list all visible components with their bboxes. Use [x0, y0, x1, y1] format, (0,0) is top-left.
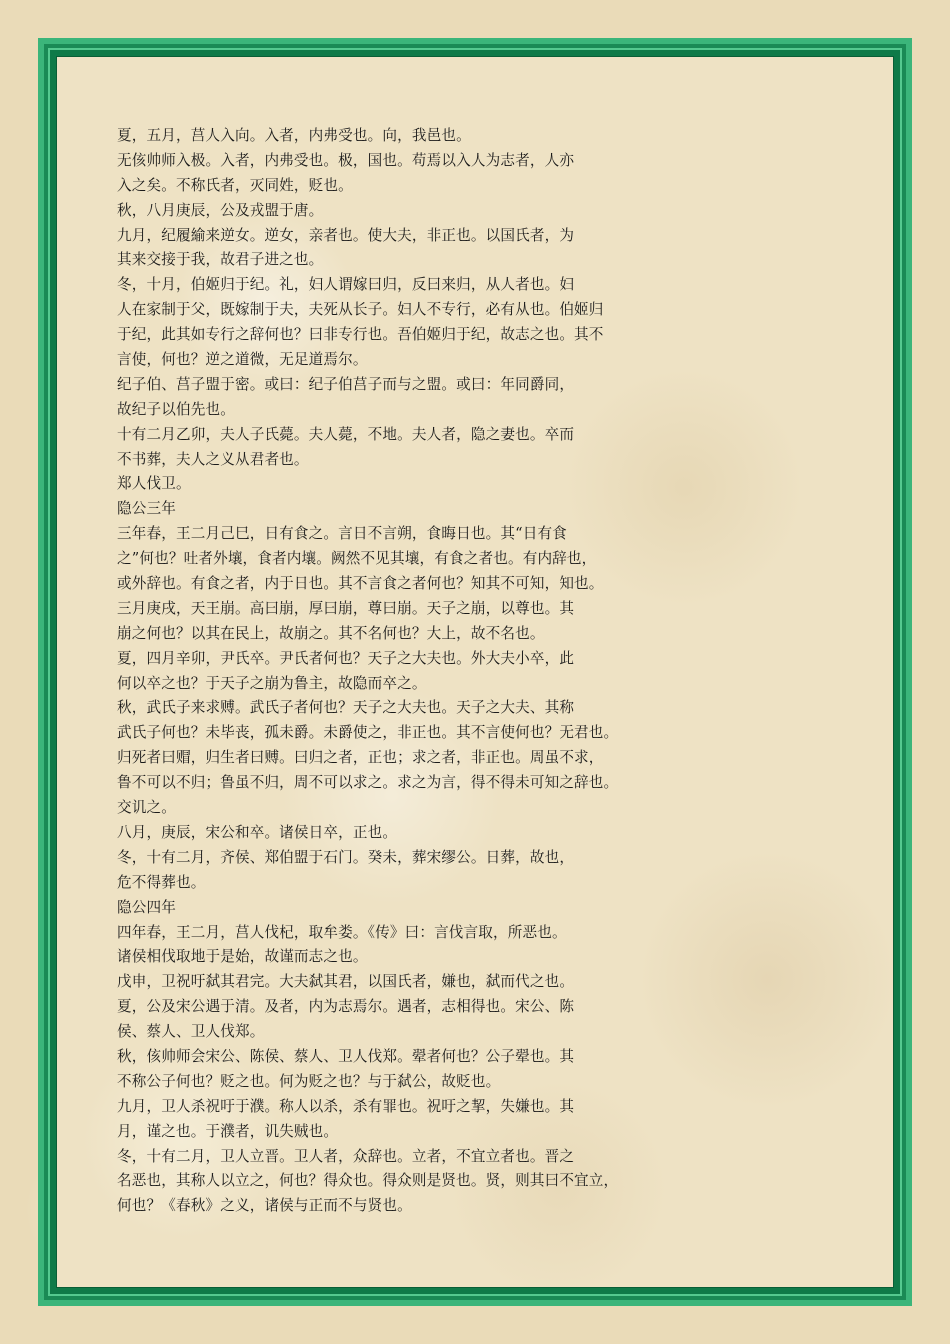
text-line: 九月，纪履緰来逆女。逆女，亲者也。使大夫，非正也。以国氏者，为 — [117, 226, 575, 244]
text-line: 不称公子何也？贬之也。何为贬之也？与于弑公，故贬也。 — [117, 1072, 501, 1090]
text-line: 秋，武氏子来求赙。武氏子者何也？天子之大夫也。天子之大夫、其称 — [117, 699, 575, 717]
text-line: 秋，侅帅师会宋公、陈侯、蔡人、卫人伐郑。翚者何也？公子翚也。其 — [117, 1047, 575, 1065]
text-line: 月，谨之也。于濮者，讥失贼也。 — [117, 1122, 339, 1140]
text-line: 冬，十有二月，齐侯、郑伯盟于石门。癸未，葬宋缪公。日葬，故也， — [117, 848, 575, 866]
text-line: 故纪子以伯先也。 — [117, 400, 235, 418]
text-line: 或外辞也。有食之者，内于日也。其不言食之者何也？知其不可知，知也。 — [117, 575, 604, 593]
text-line: 言使，何也？逆之道微，无足道焉尔。 — [117, 351, 368, 369]
text-line: 名恶也，其称人以立之，何也？得众也。得众则是贤也。贤，则其曰不宜立， — [117, 1172, 619, 1190]
text-line: 于纪，此其如专行之辞何也？曰非专行也。吾伯姬归于纪，故志之也。其不 — [117, 326, 604, 344]
text-line: 归死者曰赗，归生者曰赙。曰归之者，正也；求之者，非正也。周虽不求， — [117, 749, 604, 767]
text-line: 无侅帅师入极。入者，内弗受也。极，国也。苟焉以入人为志者，人亦 — [117, 151, 575, 169]
text-line: 三月庚戌，天王崩。高曰崩，厚曰崩，尊曰崩。天子之崩，以尊也。其 — [117, 599, 575, 617]
text-line: 武氏子何也？未毕丧，孤未爵。未爵使之，非正也。其不言使何也？无君也。 — [117, 724, 619, 742]
text-line: 危不得葬也。 — [117, 873, 206, 891]
text-line: 八月，庚辰，宋公和卒。诸侯日卒，正也。 — [117, 823, 398, 841]
text-line: 纪子伯、莒子盟于密。或曰：纪子伯莒子而与之盟。或曰：年同爵同， — [117, 375, 575, 393]
text-line: 九月，卫人杀祝吁于濮。称人以杀，杀有罪也。祝吁之挈，失嫌也。其 — [117, 1097, 575, 1115]
text-line: 其来交接于我，故君子进之也。 — [117, 251, 324, 269]
section-heading: 隐公三年 — [117, 500, 176, 518]
text-line: 不书葬，夫人之义从君者也。 — [117, 450, 309, 468]
text-line: 人在家制于父，既嫁制于夫，夫死从长子。妇人不专行，必有从也。伯姬归 — [117, 301, 604, 319]
text-line: 秋，八月庚辰，公及戎盟于唐。 — [117, 201, 324, 219]
text-line: 崩之何也？以其在民上，故崩之。其不名何也？大上，故不名也。 — [117, 624, 545, 642]
document-text-block — [117, 124, 697, 1219]
section-heading: 隐公四年 — [117, 898, 176, 916]
text-line: 夏，公及宋公遇于清。及者，内为志焉尔。遇者，志相得也。宋公、陈 — [117, 998, 575, 1016]
text-line: 冬，十月，伯姬归于纪。礼，妇人谓嫁曰归，反曰来归，从人者也。妇 — [117, 276, 575, 294]
text-line: 十有二月乙卯，夫人子氏薨。夫人薨，不地。夫人者，隐之妻也。卒而 — [117, 425, 575, 443]
text-line: 交讥之。 — [117, 799, 176, 817]
text-line: 侯、蔡人、卫人伐郑。 — [117, 1023, 265, 1041]
text-line: 何以卒之也？于天子之崩为鲁主，故隐而卒之。 — [117, 674, 427, 692]
text-line: 诸侯相伐取地于是始，故谨而志之也。 — [117, 948, 368, 966]
text-line: 冬，十有二月，卫人立晋。卫人者，众辞也。立者，不宜立者也。晋之 — [117, 1147, 575, 1165]
text-line: 郑人伐卫。 — [117, 475, 191, 493]
text-line: 四年春，王二月，莒人伐杞，取牟娄。《传》曰：言伐言取，所恶也。 — [117, 923, 567, 941]
text-line: 之”何也？吐者外壤，食者内壤。阙然不见其壤，有食之者也。有内辞也， — [117, 550, 597, 568]
text-line: 三年春，王二月己巳，日有食之。言日不言朔，食晦日也。其“日有食 — [117, 525, 567, 543]
text-line: 夏，五月，莒人入向。入者，内弗受也。向，我邑也。 — [117, 127, 471, 144]
text-line: 夏，四月辛卯，尹氏卒。尹氏者何也？天子之大夫也。外大夫小卒，此 — [117, 649, 575, 667]
text-line: 入之矣。不称氏者，灭同姓，贬也。 — [117, 176, 353, 194]
text-line: 鲁不可以不归；鲁虽不归，周不可以求之。求之为言，得不得未可知之辞也。 — [117, 774, 619, 792]
text-line: 戊申，卫祝吁弑其君完。大夫弑其君，以国氏者，嫌也，弑而代之也。 — [117, 973, 575, 991]
text-line: 何也？《春秋》之义，诸侯与正而不与贤也。 — [117, 1197, 412, 1215]
